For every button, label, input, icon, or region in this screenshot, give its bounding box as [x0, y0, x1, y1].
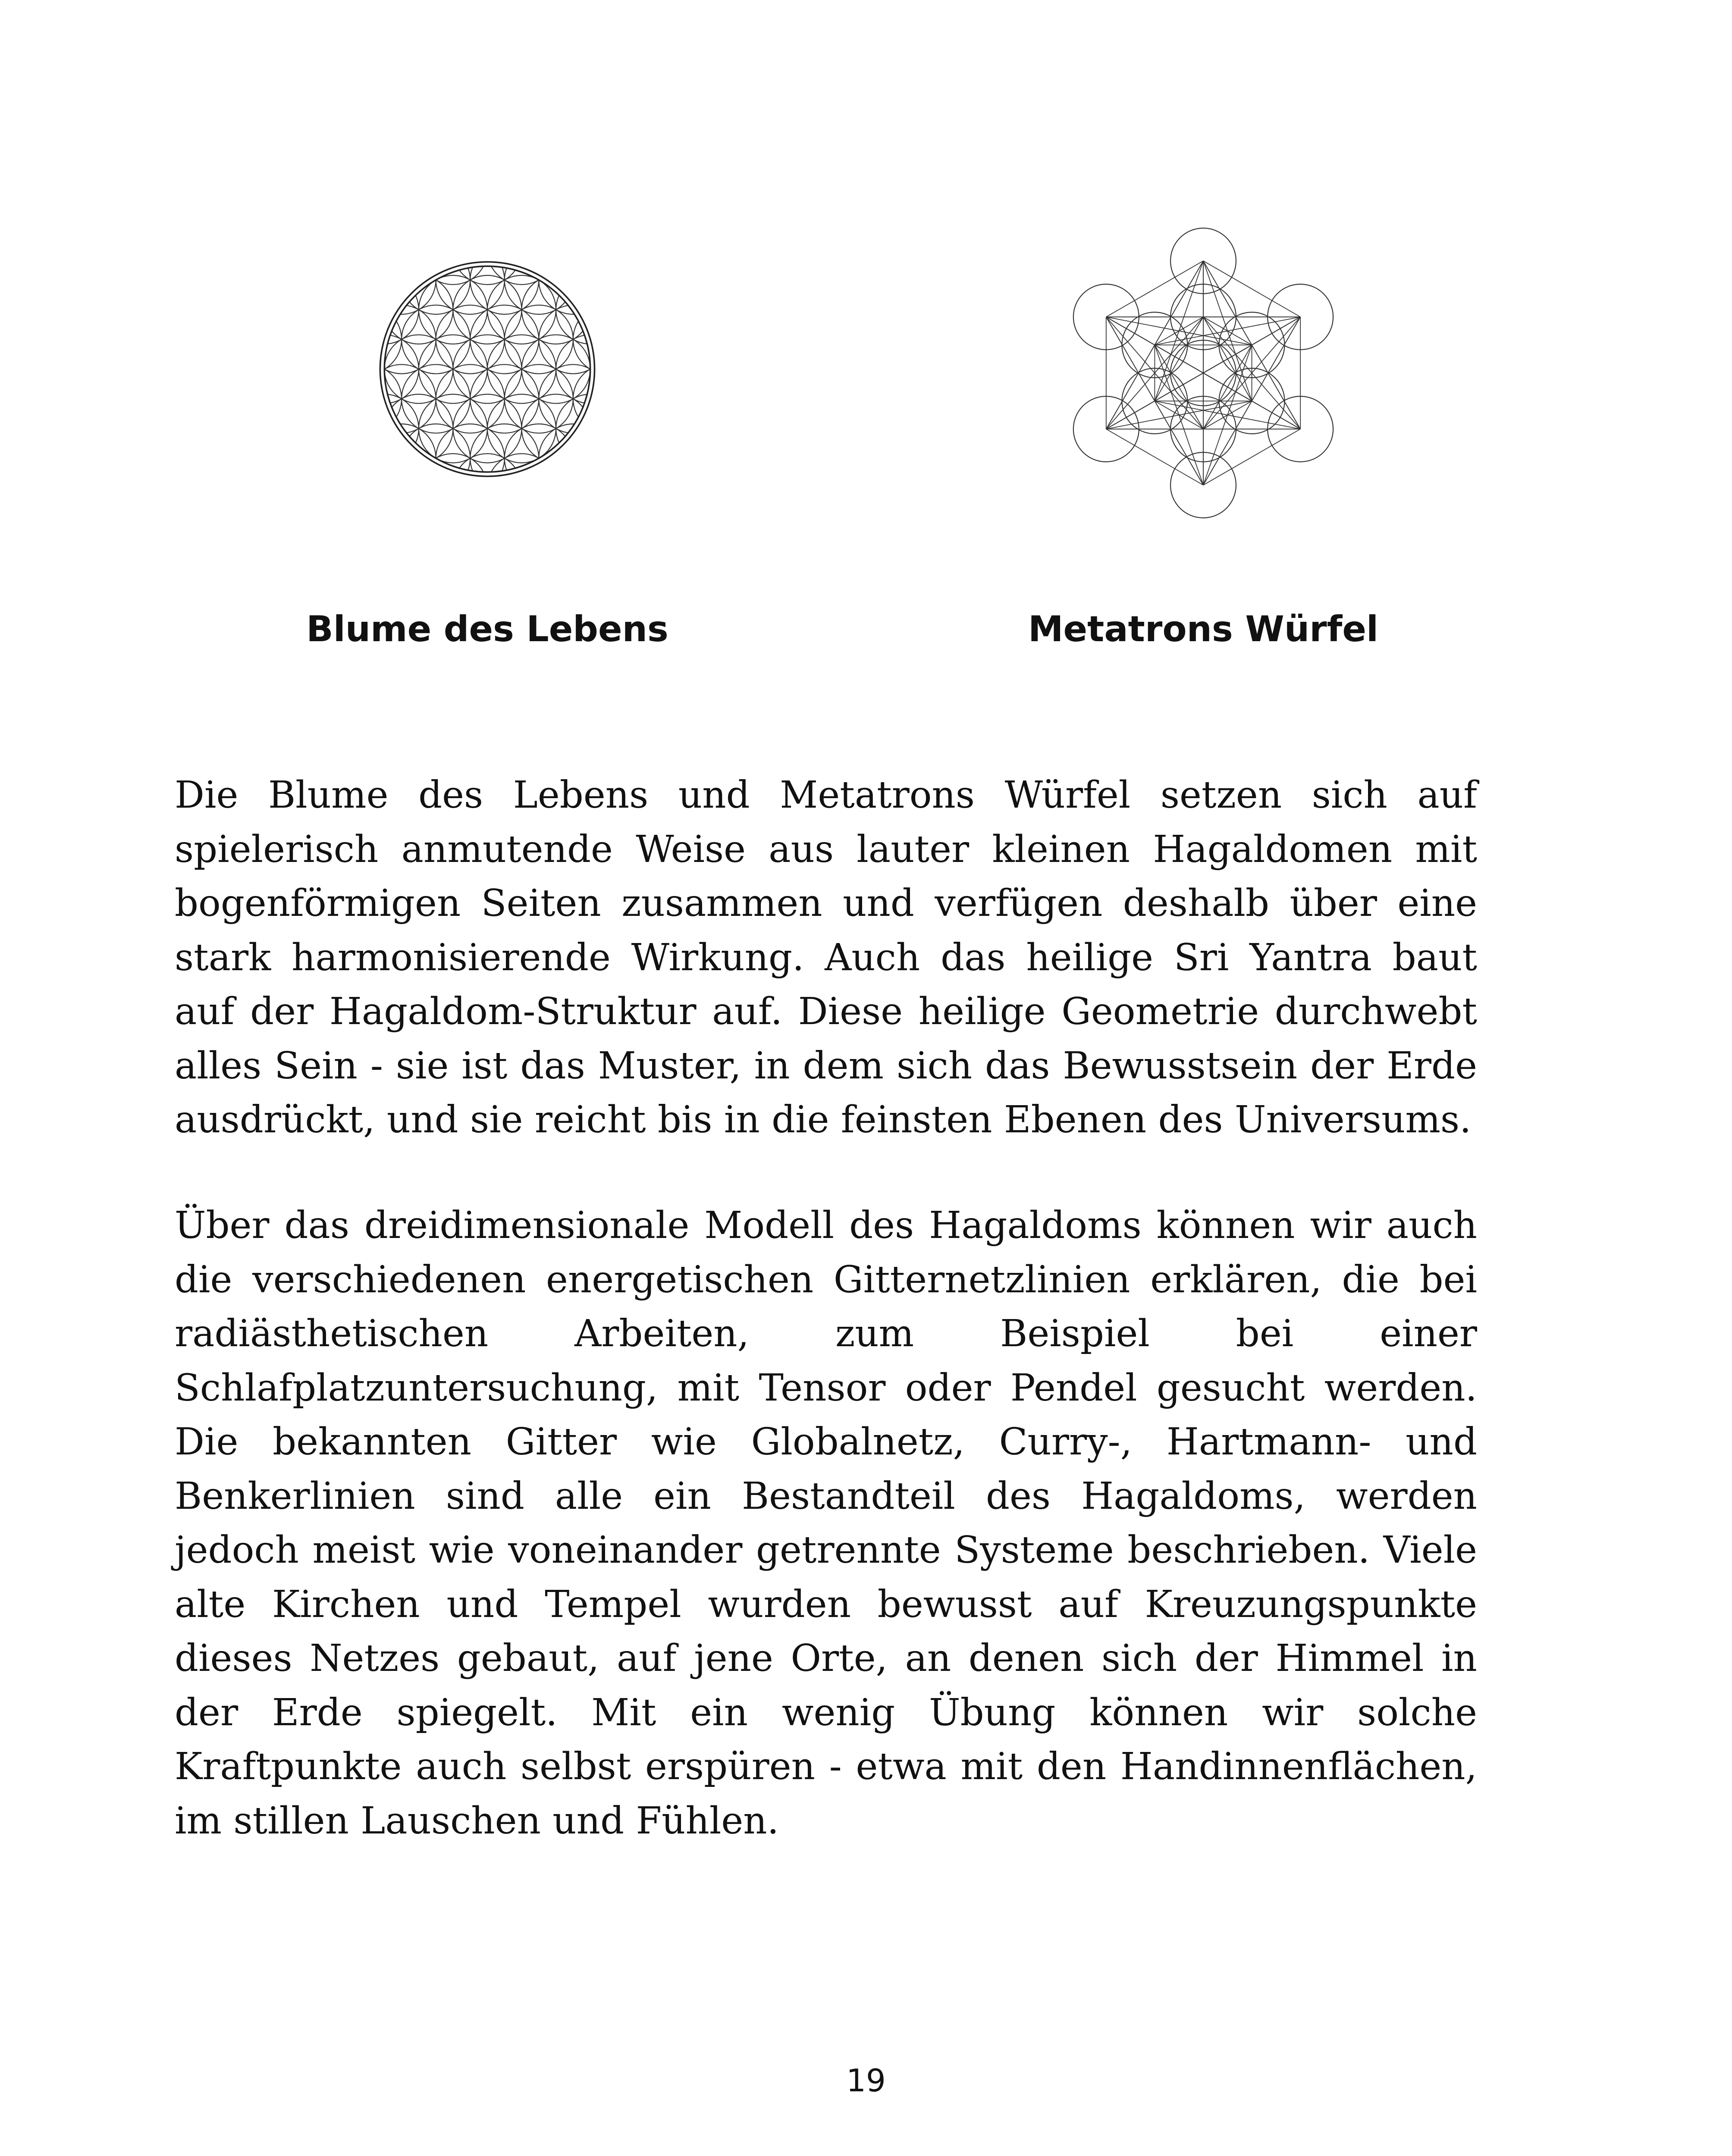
- flower-petal-circle: [419, 216, 487, 285]
- metatron-circle: [1073, 396, 1139, 462]
- flower-petal-circle: [556, 276, 624, 344]
- flower-petal-circle: [556, 394, 624, 463]
- flower-petal-circle: [487, 454, 556, 522]
- metatrons-cube-diagram-icon: [1031, 183, 1376, 563]
- flower-petal-circle: [350, 394, 419, 463]
- flower-petal-circle: [419, 454, 487, 522]
- flower-petal-circle: [350, 276, 419, 344]
- flower-of-life-caption: Blume des Lebens: [306, 609, 668, 650]
- flower-petal-circle: [573, 305, 642, 374]
- flower-petal-circle: [453, 454, 521, 522]
- page-number: 19: [846, 2062, 886, 2099]
- body-paragraph-1: Die Blume des Lebens und Metatrons Würfel setzen sich auf spielerisch anmutende Weise aus lauter kleinen Hagaldomen mit bogenförmigen Seiten zusammen und verfügen deshalb über eine stark harmonisierende Wirkung. Auch das heilige Sri Yantra baut auf der Hagaldom-Struktur auf. Diese heilige Geometrie durchwebt alles Sein - sie ist das Muster, in dem sich das Bewusstsein der Erde ausdrückt, und sie reicht bis in die feinsten Ebenen des Universums.: [175, 774, 1477, 1141]
- flower-of-life-svg: [333, 215, 642, 523]
- flower-petal-circle: [573, 364, 642, 433]
- body-paragraph-2: Über das dreidimensionale Modell des Hagaldoms können wir auch die verschiedenen energetischen Gitternetzlinien erklären, die bei radiästhetischen Arbeiten, zum Beispiel bei einer Schlafplatzuntersuchung, mit Tensor oder Pendel gesucht werden. Die bekannten Gitter wie Globalnetz, Curry-, Hartmann- und Benkerlinien sind alle ein Bestandteil des Hagaldoms, werden jedoch meist wie voneinander getrennte Systeme beschrieben. Viele alte Kirchen und Tempel wurden bewusst auf Kreuzungspunkte dieses Netzes gebaut, auf jene Orte, an denen sich der Himmel in der Erde spiegelt. Mit ein wenig Übung können wir solche Kraftpunkte auch selbst erspüren - etwa mit den Handinnenflächen, im stillen Lauschen und Fühlen.: [175, 1204, 1477, 1843]
- metatron-line: [1203, 345, 1252, 429]
- metatron-circle: [1268, 396, 1333, 462]
- metatrons-cube-svg: [1031, 183, 1376, 563]
- metatron-circle: [1073, 284, 1139, 350]
- flower-petal-circle: [487, 216, 556, 285]
- flower-petal-circle: [453, 216, 521, 285]
- metatron-circle: [1268, 284, 1333, 350]
- flower-of-life-diagram-icon: [333, 215, 642, 523]
- flower-petal-circle: [333, 364, 402, 433]
- flower-petal-circle: [333, 305, 402, 374]
- metatrons-cube-caption: Metatrons Würfel: [1028, 609, 1379, 650]
